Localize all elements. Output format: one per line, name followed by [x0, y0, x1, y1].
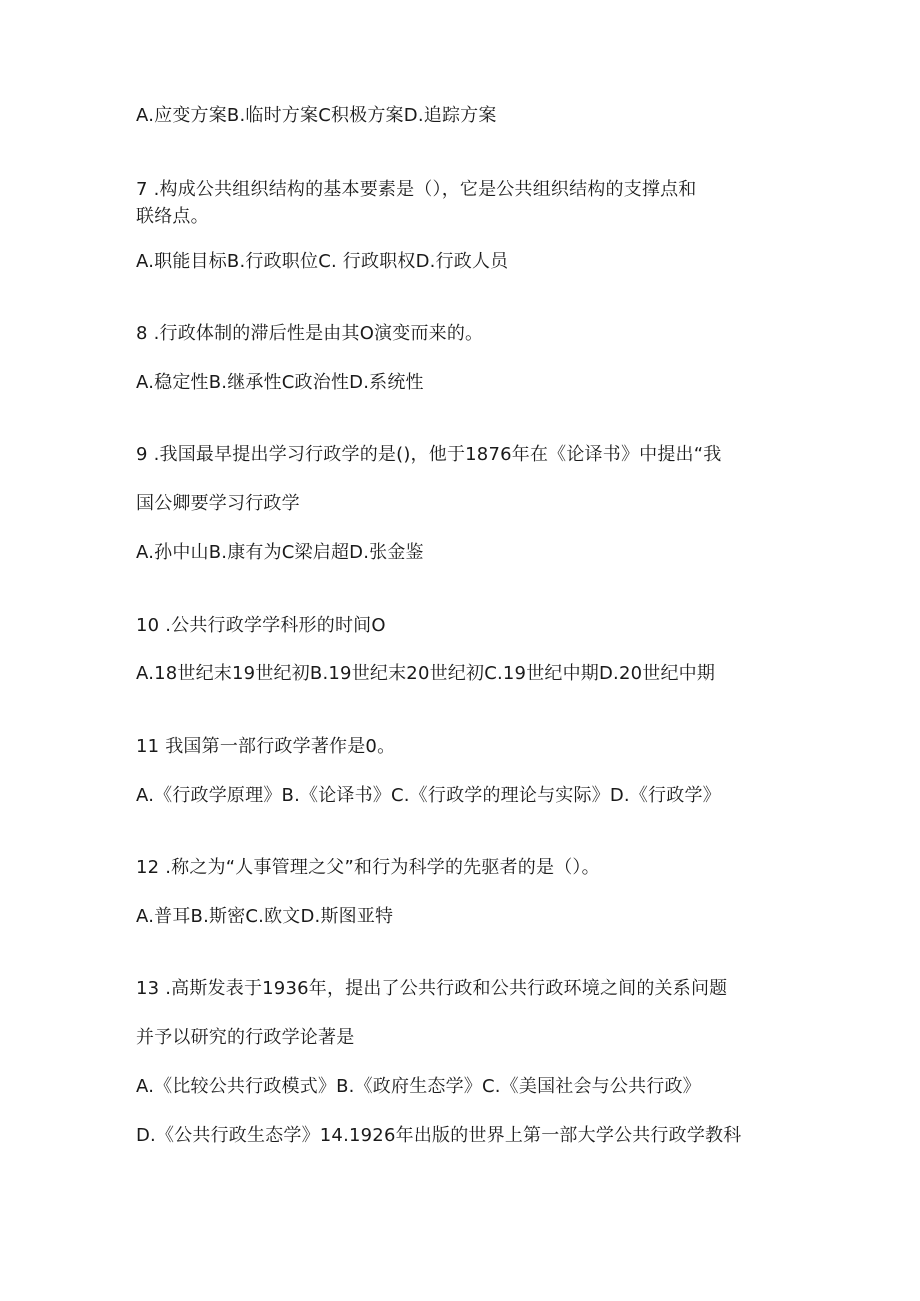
q7-options: A.职能目标B.行政职位C. 行政职权D.行政人员	[136, 251, 509, 272]
q11-stem: 11 我国第一部行政学著作是0。	[136, 736, 396, 757]
q9-stem-line-2: 国公卿要学习行政学	[136, 493, 300, 514]
q13-options-line-2: D.《公共行政生态学》14.1926年出版的世界上第一部大学公共行政学教科	[136, 1125, 742, 1146]
q7-stem-line-2: 联络点。	[136, 206, 209, 227]
q12-options: A.普耳B.斯密C.欧文D.斯图亚特	[136, 906, 394, 927]
q10-options: A.18世纪末19世纪初B.19世纪末20世纪初C.19世纪中期D.20世纪中期	[136, 663, 716, 684]
q9-stem-line-1: 9 .我国最早提出学习行政学的是()，他于1876年在《论译书》中提出“我	[136, 444, 722, 465]
q6-options: A.应变方案B.临时方案C积极方案D.追踪方案	[136, 105, 497, 126]
q13-options-line-1: A.《比较公共行政模式》B.《政府生态学》C.《美国社会与公共行政》	[136, 1076, 701, 1097]
q12-stem: 12 .称之为“人事管理之父”和行为科学的先驱者的是（）。	[136, 857, 600, 878]
q13-stem-line-2: 并予以研究的行政学论著是	[136, 1027, 355, 1048]
q8-options: A.稳定性B.继承性C政治性D.系统性	[136, 372, 424, 393]
q8-stem: 8 .行政体制的滞后性是由其O演变而来的。	[136, 323, 484, 344]
q7-stem-line-1: 7 .构成公共组织结构的基本要素是（），它是公共组织结构的支撑点和	[136, 179, 697, 200]
q10-stem: 10 .公共行政学学科形的时间O	[136, 615, 386, 636]
q13-stem-line-1: 13 .高斯发表于1936年，提出了公共行政和公共行政环境之间的关系问题	[136, 978, 728, 999]
q11-options: A.《行政学原理》B.《论译书》C.《行政学的理论与实际》D.《行政学》	[136, 785, 721, 806]
q9-options: A.孙中山B.康有为C梁启超D.张金鉴	[136, 542, 424, 563]
